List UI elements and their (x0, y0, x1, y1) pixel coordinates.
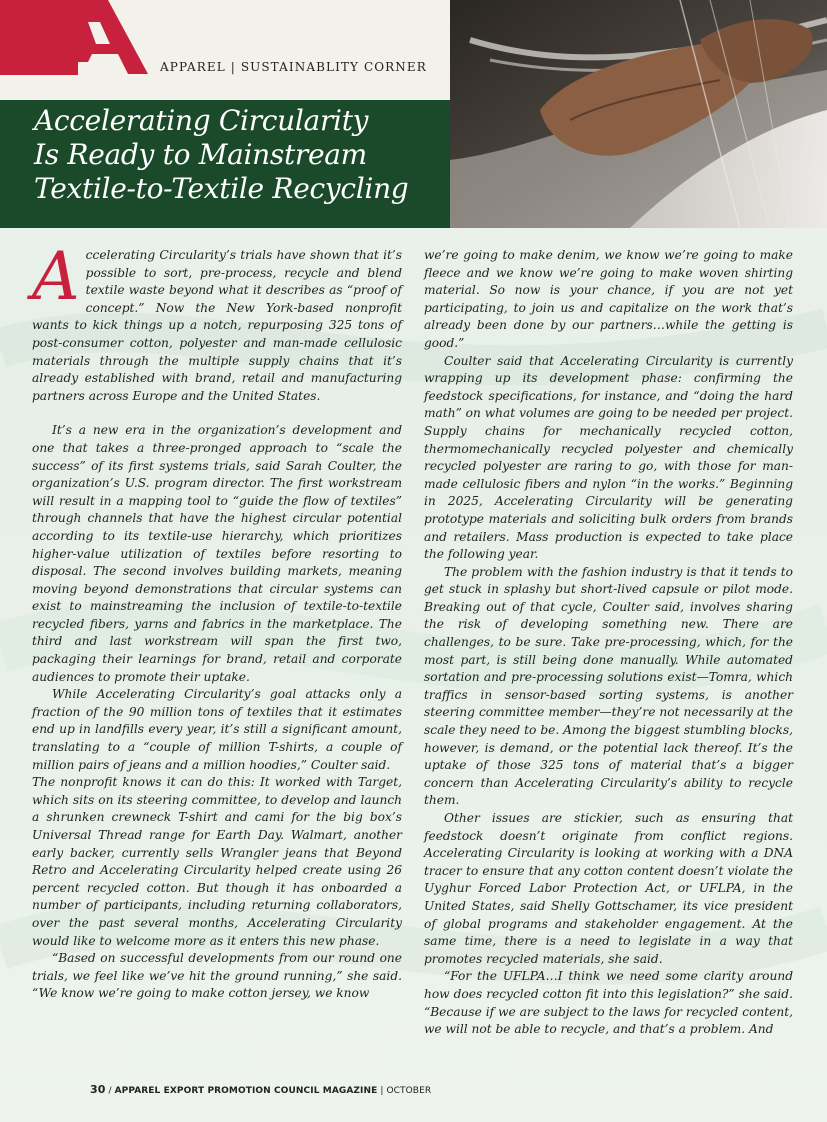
paragraph: Accelerating Circularity’s trials have shown that it’s possible to sort, pre-process, recycle and blend textile waste beyond what it describes as “proof of concept.” Now the New York-based nonprofit wants to kick things up a notch, repurposing 325 tons of post-consumer cotton, polyester and man-made cellulosic materials through the multiple supply chains that it’s already established with brand, retail and manufacturing partners across Europe and the United States. (32, 238, 402, 403)
article-column-right (424, 247, 793, 1039)
article-column-left (32, 238, 402, 1003)
hands-fiber-photo (450, 0, 827, 228)
logo-red-block (0, 0, 78, 75)
logo-letter-a (78, 0, 150, 76)
paragraph: The problem with the fashion industry is that it tends to get stuck in splashy but short-lived capsule or pilot mode. Breaking out of that cycle, Coulter said, involves sharing the risk of developing something new. There are challenges, to be sure. Take pre-processing, which, for the most part, is still being done manually. While automated sortation and pre-processing solutions exist—Tomra, which traffics in sensor-based sorting systems, is another steering committee member—they’re not necessarily at the scale they need to be. Among the biggest stumbling blocks, however, is demand, or the potential lack thereof. It’s the uptake of those 325 tons of material that’s a bigger concern than Accelerating Circularity’s ability to recycle them. (424, 564, 793, 808)
drop-cap: A (32, 238, 80, 315)
page-footer (90, 1083, 431, 1096)
title-line-2: Is Ready to Mainstream (34, 138, 367, 171)
paragraph: While Accelerating Circularity’s goal attacks only a fraction of the 90 million tons of textiles that it estimates end up in landfills every year, it’s still a significant amount, translating to a “couple of million T-shirts, a couple of million pairs of jeans and a million hoodies,” Coulter said. (32, 687, 402, 772)
section-label: APPAREL | SUSTAINABLITY CORNER (160, 60, 427, 74)
paragraph: “Based on successful developments from our round one trials, we feel like we’ve hit the ground running,” she said. “We know we’re going to make cotton jersey, we know (32, 951, 402, 1001)
title-line-1: Accelerating Circularity (34, 104, 369, 137)
magazine-name: APPAREL EXPORT PROMOTION COUNCIL MAGAZINE (114, 1086, 378, 1096)
paragraph: The nonprofit knows it can do this: It worked with Target, which sits on its steering committee, to develop and launch a shrunken crewneck T-shirt and cami for the big box’s Universal Thread range for Earth Day. Walmart, another early backer, currently sells Wrangler jeans that Beyond Retro and Accelerating Circularity helped create using 26 percent recycled cotton. But though it has onboarded a number of participants, including returning collaborators, over the past several months, Accelerating Circularity would like to welcome more as it enters this new phase. (32, 775, 402, 948)
paragraph: Other issues are stickier, such as ensuring that feedstock doesn’t originate from conflict regions. Accelerating Circularity is looking at working with a DNA tracer to ensure that any cotton content doesn’t violate the Uyghur Forced Labor Protection Act, or UFLPA, in the United States, said Shelly Gottschamer, its vice president of global programs and stakeholder engagement. At the same time, there is a need to legislate in a way that promotes recycled materials, she said. (424, 811, 793, 966)
page-number: 30 (90, 1083, 106, 1096)
paragraph: Coulter said that Accelerating Circularity is currently wrapping up its development phase: confirming the feedstock specifications, for instance, and “doing the hard math” on what volumes are going to be needed per project. Supply chains for mechanically recycled cotton, thermomechanically recycled polyester and chemically recycled polyester are raring to go, with those for man-made cellulosic fibers and nylon “in the works.” Beginning in 2025, Accelerating Circularity will be generating prototype materials and soliciting bulk orders from brands and retailers. Mass production is expected to take place the following year. (424, 353, 793, 562)
title-line-3: Textile-to-Textile Recycling (34, 172, 409, 205)
issue-month: | OCTOBER (377, 1086, 432, 1096)
paragraph: we’re going to make denim, we know we’re going to make fleece and we know we’re going to make woven shirting material. So now is your chance, if you are not yet participating, to join us and capitalize on the work that’s already been done by our partners…while the getting is good.” (424, 248, 793, 350)
paragraph: It’s a new era in the organization’s development and one that takes a three-pronged approach to “scale the success” of its first systems trials, said Sarah Coulter, the organization’s U.S. program director. The first workstream will result in a mapping tool to “guide the flow of textiles” through channels that have the highest circular potential according to its textile-use hierarchy, which prioritizes higher-value utilization of textiles before resorting to disposal. The second involves building markets, meaning moving beyond demonstrations that circular systems can exist to mainstreaming the inclusion of textile-to-textile recycled fibers, yarns and fabrics in the marketplace. The third and last workstream will span the first two, packaging their learnings for brand, retail and corporate audiences to promote their uptake. (32, 423, 402, 684)
paragraph: “For the UFLPA…I think we need some clarity around how does recycled cotton fit into this legislation?” she said. “Because if we are subject to the laws for recycled content, we will not be able to recycle, and that’s a problem. And (424, 969, 793, 1037)
footer-separator: / (105, 1086, 115, 1096)
article-title (34, 104, 454, 206)
